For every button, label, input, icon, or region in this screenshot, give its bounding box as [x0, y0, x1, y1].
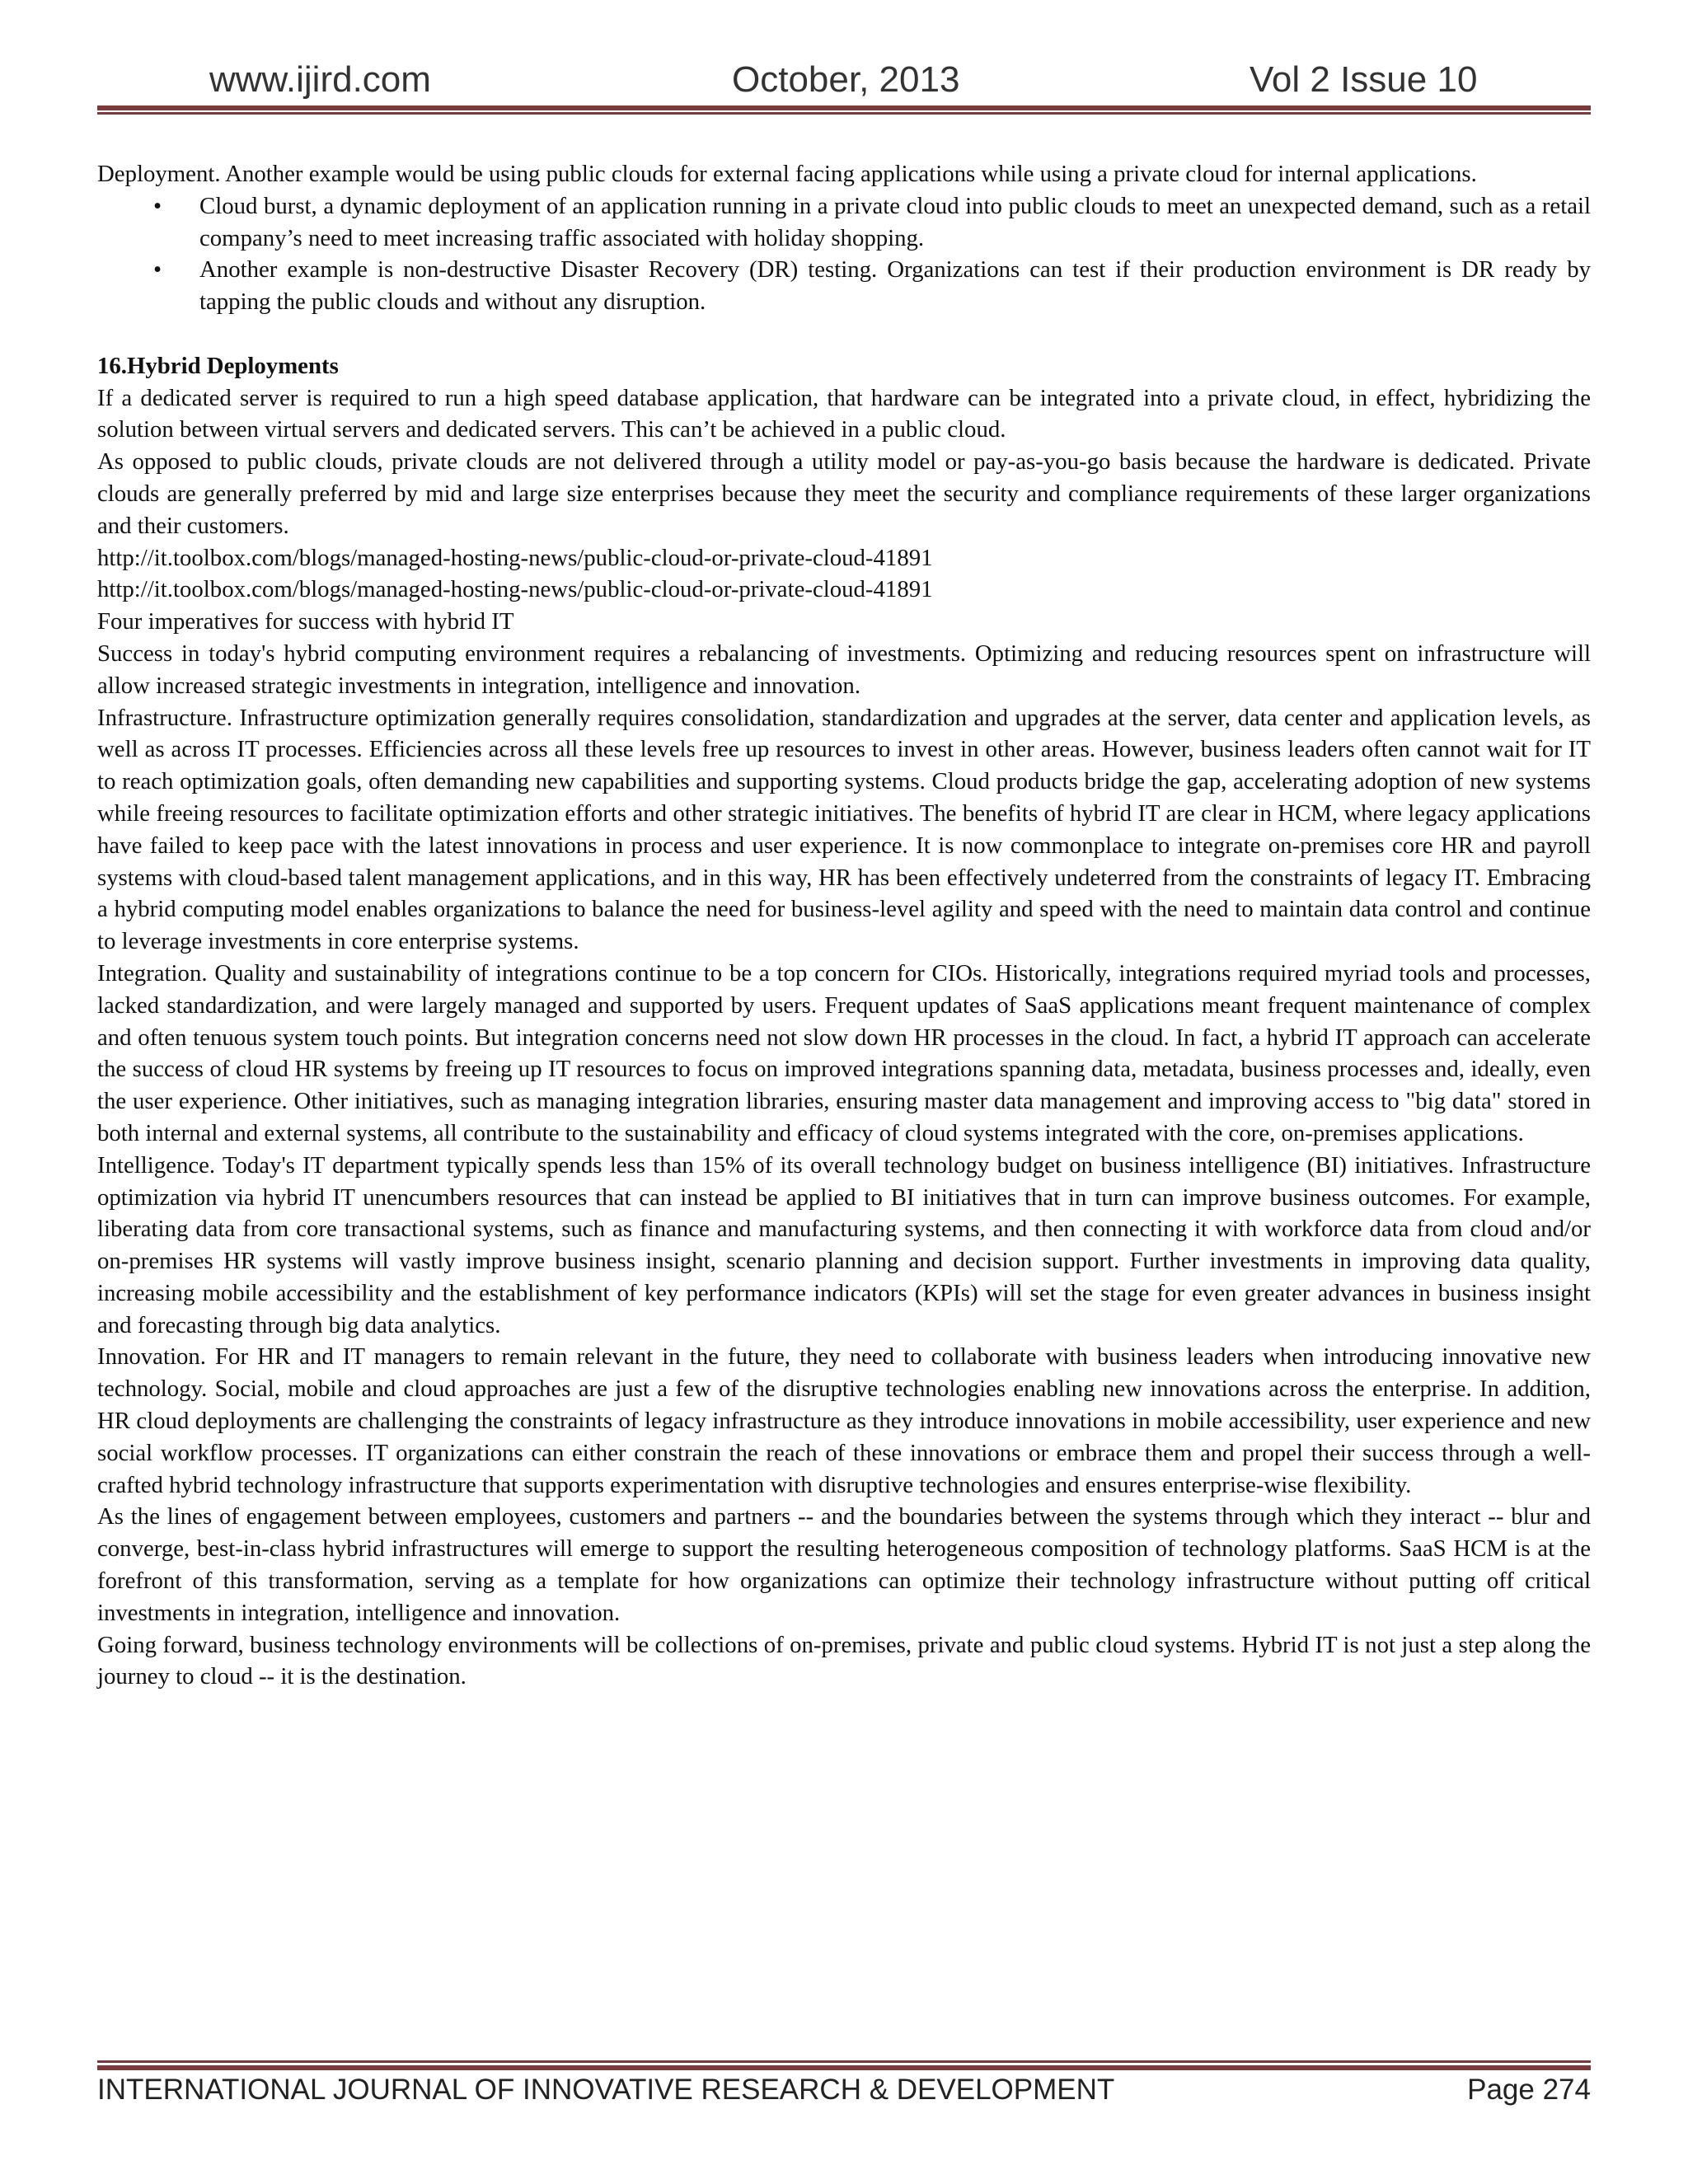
footer-rule-thick: [97, 2065, 1591, 2070]
paragraph-innovation: Innovation. For HR and IT managers to remain relevant in the future, they need to collaborate with business leaders when introducing innovative new technology. Social, mobile and cloud approaches are just a few of the disruptive technologies enabling new innovations across the enterprise. In addition, HR cloud deployments are challenging the constraints of legacy infrastructure as they introduce innovations in mobile accessibility, user experience and new social workflow processes. IT organizations can either constrain the reach of these innovations or embrace them and propel their success through a well-crafted hybrid technology infrastructure that supports experimentation with disruptive technologies and ensures enterprise-wise flexibility.: [97, 1343, 1591, 1498]
page-number: Page 274: [1467, 2074, 1591, 2106]
list-item: [153, 190, 1591, 255]
header-volume: Vol 2 Issue 10: [1250, 59, 1478, 100]
header-date: October, 2013: [732, 59, 960, 100]
footer-rule-thin: [97, 2060, 1591, 2063]
paragraph: If a dedicated server is required to run a high speed database application, that hardware can be integrated into a private cloud, in effect, hybridizing the solution between virtual servers and dedicated servers. This can’t be achieved in a public cloud.: [97, 384, 1591, 443]
header-rule-thick: [97, 105, 1591, 110]
paragraph: As the lines of engagement between employees, customers and partners -- and the boundaries between the systems through which they interact -- blur and converge, best-in-class hybrid infrastructures will emerge to support the resulting heterogeneous composition of technology platforms. SaaS HCM is at the forefront of this transformation, serving as a template for how organizations can optimize their technology infrastructure without putting off critical investments in integration, intelligence and innovation.: [97, 1503, 1591, 1626]
header-rule-thin: [97, 112, 1591, 115]
subheading: Four imperatives for success with hybrid IT: [97, 608, 514, 635]
page-header: [97, 59, 1589, 109]
reference-link: http://it.toolbox.com/blogs/managed-hosting-news/public-cloud-or-private-cloud-41891: [97, 576, 933, 603]
bullet-icon: •: [153, 192, 162, 219]
list-item-text: Another example is non-destructive Disaster Recovery (DR) testing. Organizations can test if their production environment is DR ready by tapping the public clouds and without any disruption.: [199, 256, 1591, 316]
paragraph-intelligence: Intelligence. Today's IT department typically spends less than 15% of its overall technology budget on business intelligence (BI) initiatives. Infrastructure optimization via hybrid IT unencumbers resources that can instead be applied to BI initiatives that in turn can improve business outcomes. For example, liberating data from core transactional systems, such as finance and manufacturing systems, and then connecting it with workforce data from cloud and/or on-premises HR systems will vastly improve business insight, scenario planning and decision support. Further investments in improving data quality, increasing mobile accessibility and the establishment of key performance indicators (KPIs) will set the stage for even greater advances in business insight and forecasting through big data analytics.: [97, 1151, 1591, 1338]
paragraph-conclusion: Going forward, business technology environments will be collections of on-premises, private and public cloud systems. Hybrid IT is not just a step along the journey to cloud -- it is the destination.: [97, 1631, 1591, 1690]
article-body: [97, 158, 1591, 1693]
list-item-text: Cloud burst, a dynamic deployment of an application running in a private cloud into public clouds to meet an unexpected demand, such as a retail company’s need to meet increasing traffic associated with holiday shopping.: [199, 192, 1591, 251]
paragraph: Success in today's hybrid computing environment requires a rebalancing of investments. Optimizing and reducing resources spent on infrastructure will allow increased strategic investments in integration, intelligence and innovation.: [97, 640, 1591, 699]
paragraph: As opposed to public clouds, private clouds are not delivered through a utility model or pay-as-you-go basis because the hardware is dedicated. Private clouds are generally preferred by mid and large size enterprises because they meet the security and compliance requirements of these larger organizations and their customers.: [97, 448, 1591, 539]
bullet-list: [97, 190, 1591, 318]
section-spacer: [97, 318, 1591, 350]
section-heading: 16.Hybrid Deployments: [97, 352, 339, 379]
footer-journal: INTERNATIONAL JOURNAL OF INNOVATIVE RESEARCH & DEVELOPMENT: [97, 2074, 1115, 2106]
paragraph-infrastructure: Infrastructure. Infrastructure optimization generally requires consolidation, standardization and upgrades at the server, data center and application levels, as well as across IT processes. Efficiencies across all these levels free up resources to invest in other areas. However, business leaders often cannot wait for IT to reach optimization goals, often demanding new capabilities and supporting systems. Cloud products bridge the gap, accelerating adoption of new systems while freeing resources to facilitate optimization efforts and other strategic initiatives. The benefits of hybrid IT are clear in HCM, where legacy applications have failed to keep pace with the latest innovations in process and user experience. It is now commonplace to integrate on-premises core HR and payroll systems with cloud-based talent management applications, and in this way, HR has been effectively undeterred from the constraints of legacy IT. Embracing a hybrid computing model enables organizations to balance the need for business-level agility and speed with the need to maintain data control and continue to leverage investments in core enterprise systems.: [97, 704, 1591, 955]
reference-link: http://it.toolbox.com/blogs/managed-hosting-news/public-cloud-or-private-cloud-41891: [97, 544, 933, 571]
paragraph-integration: Integration. Quality and sustainability of integrations continue to be a top concern for CIOs. Historically, integrations required myriad tools and processes, lacked standardization, and were largely managed and supported by users. Frequent updates of SaaS applications meant frequent maintenance of complex and often tenuous system touch points. But integration concerns need not slow down HR processes in the cloud. In fact, a hybrid IT approach can accelerate the success of cloud HR systems by freeing up IT resources to focus on improved integrations spanning data, metadata, business processes and, ideally, even the user experience. Other initiatives, such as managing integration libraries, ensuring master data management and improving access to "big data" stored in both internal and external systems, all contribute to the sustainability and efficacy of cloud systems integrated with the core, on-premises applications.: [97, 959, 1591, 1146]
list-item: [153, 254, 1591, 318]
intro-paragraph: Deployment. Another example would be using public clouds for external facing applications while using a private cloud for internal applications.: [97, 161, 1477, 187]
bullet-icon: •: [153, 256, 162, 284]
header-site: www.ijird.com: [209, 59, 431, 100]
page-footer: [97, 2074, 1591, 2115]
